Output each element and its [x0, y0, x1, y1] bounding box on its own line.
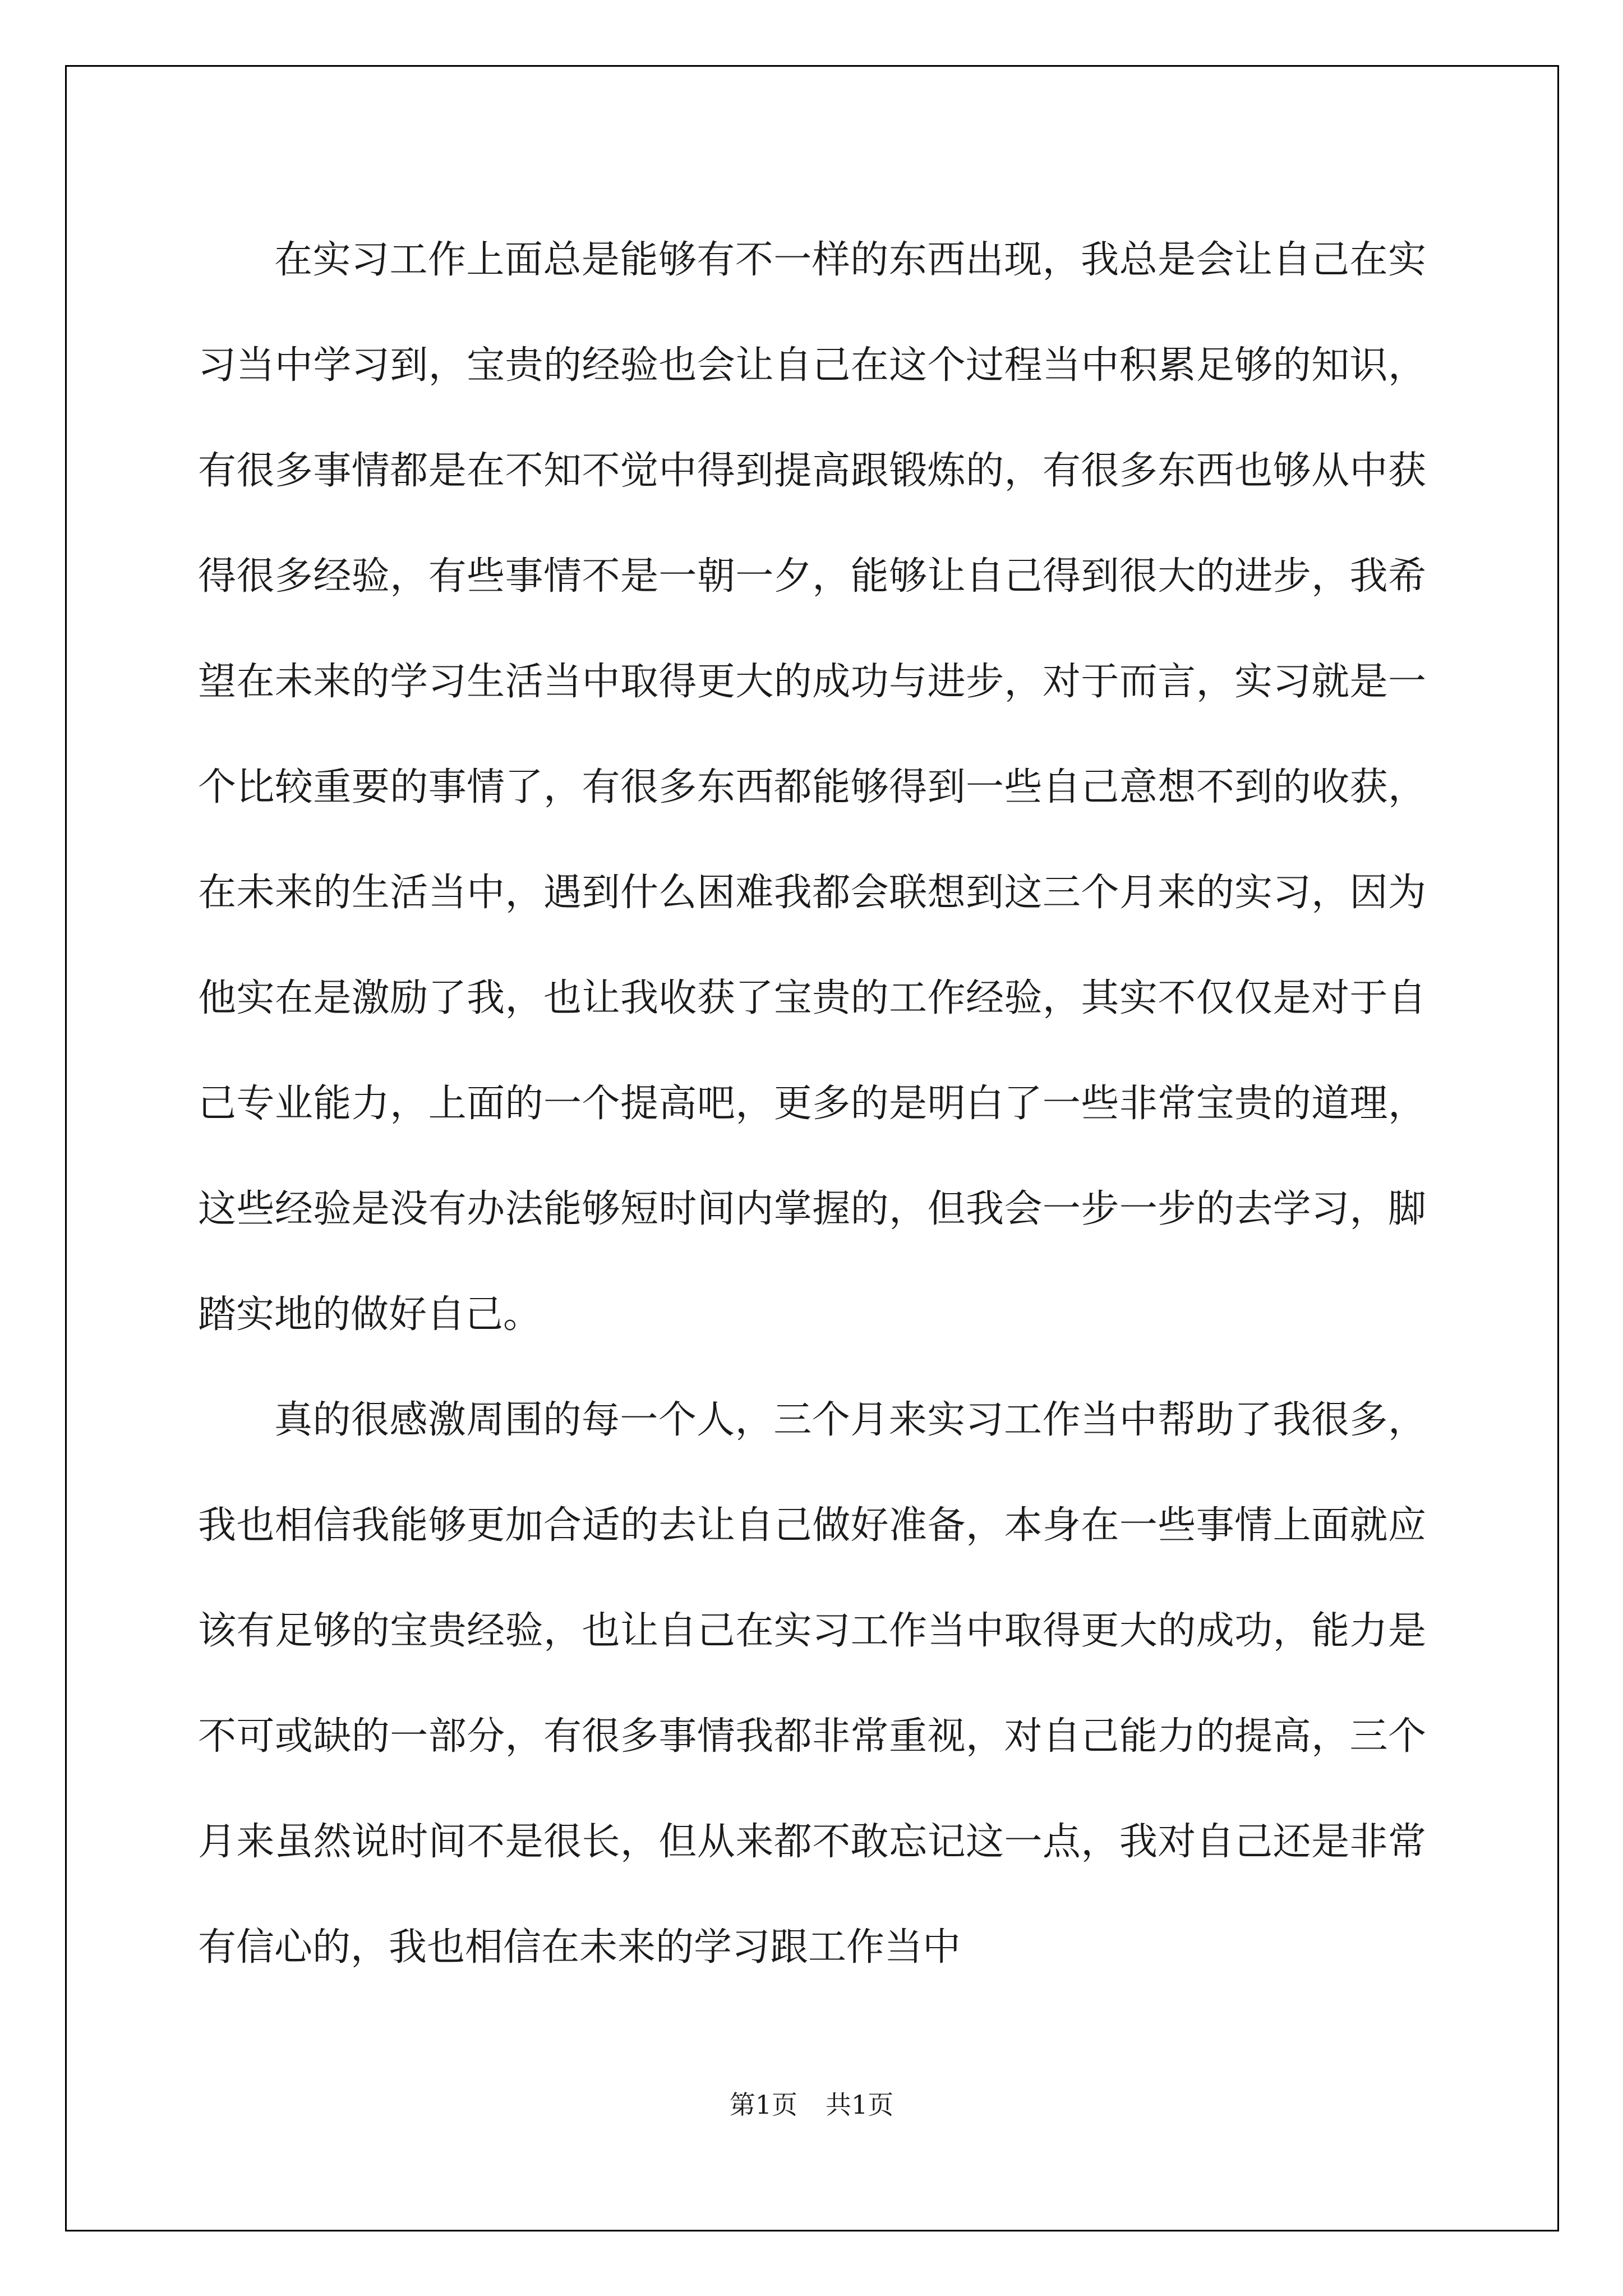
document-body: [198, 208, 1426, 2000]
paragraph: 真的很感激周围的每一个人，三个月来实习工作当中帮助了我很多，我也相信我能够更加合适的去让自己做好准备，本身在一些事情上面就应该有足够的宝贵经验，也让自己在实习工作当中取得更大的成功，能力是不可或缺的一部分，有很多事情我都非常重视，对自己能力的提高，三个月来虽然说时间不是很长，但从来都不敢忘记这一点，我对自己还是非常有信心的，我也相信在未来的学习跟工作当中: [198, 1398, 1426, 1970]
page-number: 第1页: [729, 2090, 797, 2120]
paragraph: 在实习工作上面总是能够有不一样的东西出现，我总是会让自己在实习当中学习到，宝贵的经验也会让自己在这个过程当中积累足够的知识，有很多事情都是在不知不觉中得到提高跟锻炼的，有很多东西也够从中获得很多经验，有些事情不是一朝一夕，能够让自己得到很大的进步，我希望在未来的学习生活当中取得更大的成功与进步，对于而言，实习就是一个比较重要的事情了，有很多东西都能够得到一些自己意想不到的收获，在未来的生活当中，遇到什么困难我都会联想到这三个月来的实习，因为他实在是激励了我，也让我收获了宝贵的工作经验，其实不仅仅是对于自己专业能力，上面的一个提高吧，更多的是明白了一些非常宝贵的道理，这些经验是没有办法能够短时间内掌握的，但我会一步一步的去学习，脚踏实地的做好自己。: [198, 238, 1426, 1337]
page-total: 共1页: [826, 2090, 894, 2120]
page-footer: [0, 2088, 1623, 2122]
